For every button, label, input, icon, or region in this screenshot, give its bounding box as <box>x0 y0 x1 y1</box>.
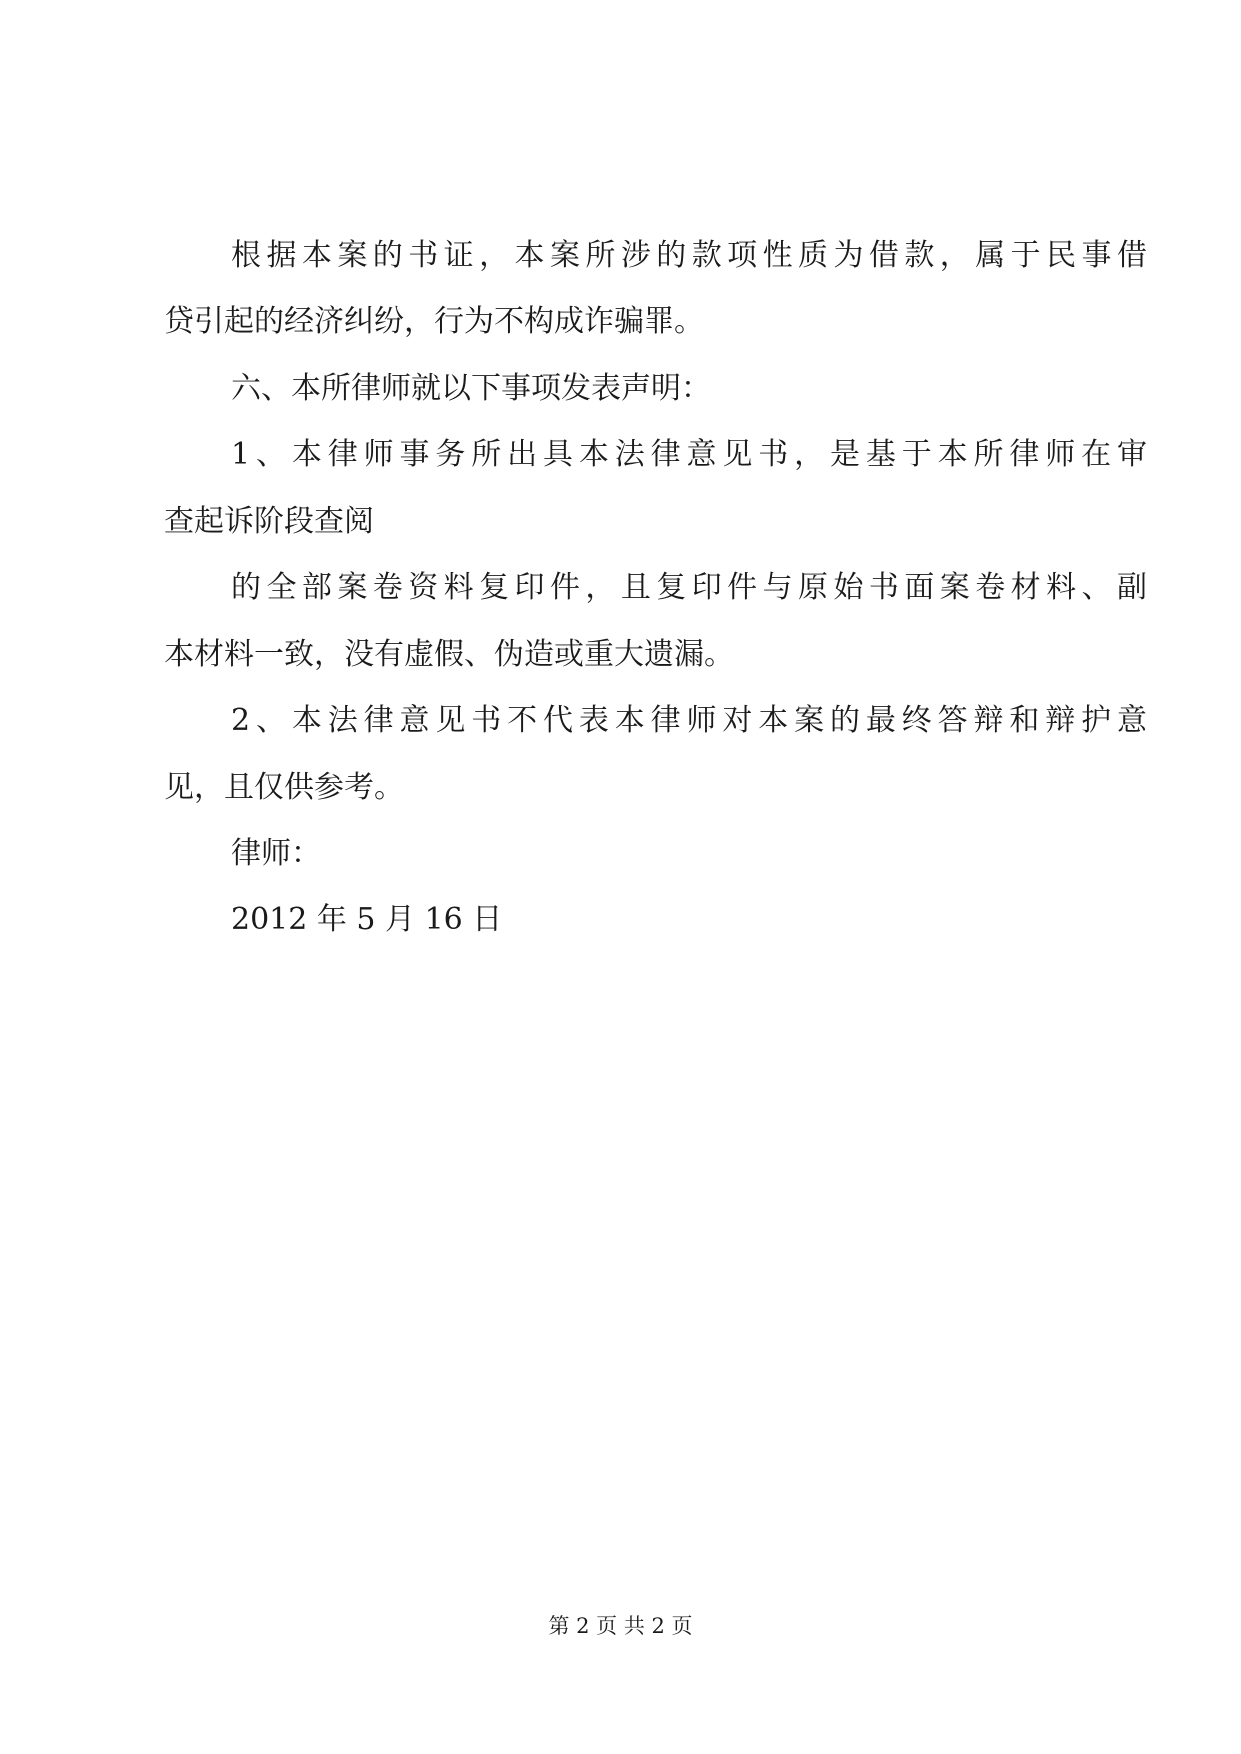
statement-1-line-4: 本材料一致，没有虚假、伪造或重大遗漏。 <box>164 637 734 672</box>
statement-2-line-2: 见，且仅供参考。 <box>164 770 404 805</box>
document-date: 2012 年 5 月 16 日 <box>231 902 503 937</box>
statement-2-line-1: 2、本法律意见书不代表本律师对本案的最终答辩和辩护意 <box>231 703 1147 738</box>
section-six-heading: 六、本所律师就以下事项发表声明： <box>231 371 711 406</box>
page-number-footer: 第 2 页 共 2 页 <box>548 1614 693 1638</box>
paragraph-1-line-1: 根据本案的书证，本案所涉的款项性质为借款，属于民事借 <box>231 238 1147 273</box>
statement-1-line-1: 1、本律师事务所出具本法律意见书，是基于本所律师在审 <box>231 437 1147 472</box>
statement-1-line-2: 查起诉阶段查阅 <box>164 504 374 539</box>
statement-1-line-3: 的全部案卷资料复印件，且复印件与原始书面案卷材料、副 <box>231 570 1147 605</box>
paragraph-1-line-2: 贷引起的经济纠纷，行为不构成诈骗罪。 <box>164 304 704 339</box>
signature-label: 律师： <box>231 836 321 871</box>
